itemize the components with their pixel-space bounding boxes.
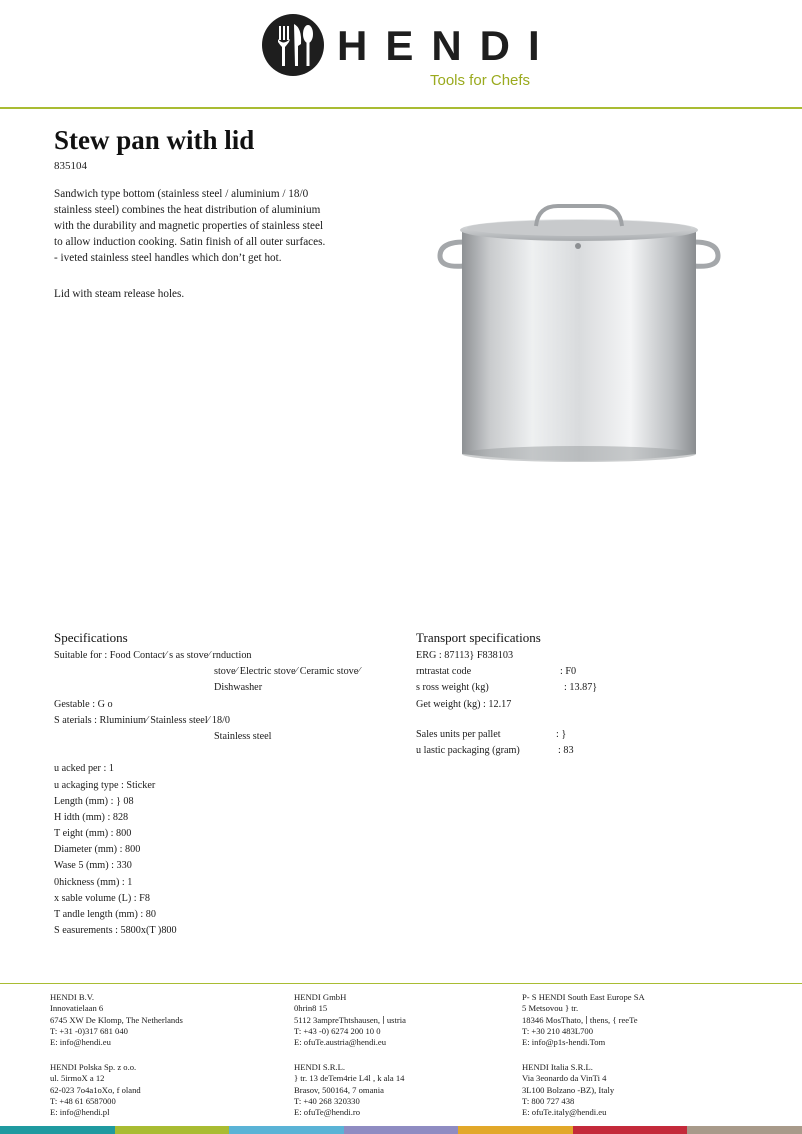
- transport-row: [416, 648, 756, 664]
- spec-row: Diameter (mm) : 800: [54, 844, 141, 856]
- transport-row: [416, 664, 756, 680]
- office-phone: T: 800 727 438: [522, 1095, 575, 1106]
- office-email: E: ofuTe.austria@hendi.eu: [294, 1037, 387, 1048]
- office-phone: T: +43 -0) 6274 200 10 0: [294, 1025, 381, 1036]
- office-line: ul. 5irmoX a 12: [50, 1073, 105, 1084]
- transport-label: ERG : 87113} F838103: [416, 650, 514, 661]
- transport-label: Sales units per pallet: [416, 728, 501, 740]
- footer-color-bar: [0, 1126, 802, 1134]
- brand-tagline: Tools for Chefs: [430, 72, 531, 89]
- page-title: Stew pan with lid: [54, 125, 255, 155]
- spec-row: S easurements : 5800x(T )800: [54, 925, 177, 937]
- office-line: 62-023 7o4a1oXo, f oland: [50, 1084, 141, 1095]
- spec-row-spacer: [54, 745, 394, 761]
- office-address: [294, 992, 524, 1048]
- color-bar-segment: [573, 1126, 688, 1134]
- specifications-heading: Specifications: [54, 630, 128, 645]
- office-address: [50, 992, 280, 1048]
- office-phone: T: +31 -0)317 681 040: [50, 1025, 128, 1036]
- color-bar-segment: [229, 1126, 344, 1134]
- specifications-list: [54, 648, 394, 939]
- office-name: HENDI S.R.L.: [294, 1062, 346, 1072]
- spec-row: S aterials : Rluminium⁄ Stainless steel⁄ 18/0: [54, 714, 231, 726]
- office-email: E: ofuTe@hendi.ro: [294, 1107, 361, 1118]
- office-line: } tr. 13 deTem4rie L4l , k ala 14: [294, 1073, 405, 1084]
- office-line: 5112 3ampreThtshausen, ∣ ustria: [294, 1014, 406, 1025]
- office-line: Innovatielaan 6: [50, 1003, 104, 1014]
- color-bar-segment: [458, 1126, 573, 1134]
- spec-row: Length (mm) : } 08: [54, 795, 134, 807]
- description-line: Sandwich type bottom (stainless steel / aluminium / 18/0: [54, 188, 309, 200]
- product-description: [54, 186, 364, 300]
- office-address: [522, 992, 752, 1048]
- office-email: E: info@p1s-hendi.Tom: [522, 1037, 606, 1048]
- office-name: P- S HENDI South East Europe SA: [522, 992, 645, 1002]
- spec-row: H idth (mm) : 828: [54, 811, 129, 823]
- transport-label: rntrastat code: [416, 666, 472, 678]
- office-line: 18346 MosThato, ∣ thens, { reeTe: [522, 1014, 638, 1025]
- office-email: E: ofuTe.italy@hendi.eu: [522, 1107, 607, 1118]
- spec-row: Dishwasher: [214, 682, 263, 694]
- transport-value: : F0: [560, 666, 577, 678]
- transport-label: u lastic packaging (gram): [416, 744, 520, 756]
- office-line: Via 3eonardo da VinTi 4: [522, 1073, 607, 1084]
- spec-row: T eight (mm) : 800: [54, 828, 132, 840]
- transport-value: : 13.87}: [564, 682, 598, 694]
- office-address: [294, 1062, 524, 1118]
- transport-value: : }: [556, 728, 567, 740]
- page-header: [0, 0, 802, 110]
- office-line: 3L100 Bolzano -BZ), Italy: [522, 1084, 615, 1095]
- office-phone: T: +30 210 483L700: [522, 1025, 594, 1036]
- office-name: HENDI GmbH: [294, 992, 347, 1002]
- office-email: E: info@hendi.eu: [50, 1037, 111, 1048]
- color-bar-segment: [115, 1126, 230, 1134]
- spec-row: stove⁄ Electric stove⁄ Ceramic stove⁄: [214, 666, 360, 678]
- spec-row: Gestable : G o: [54, 698, 113, 710]
- office-phone: T: +40 268 320330: [294, 1095, 360, 1106]
- transport-list: [416, 648, 756, 759]
- description-line: with the durability and magnetic properties of stainless steel: [54, 220, 324, 232]
- office-line: 0hrin8 15: [294, 1003, 328, 1014]
- office-name: HENDI Italia S.R.L.: [522, 1062, 593, 1072]
- office-address: [522, 1062, 752, 1118]
- brand-name: HENDI: [337, 22, 558, 69]
- stew-pan-image: [418, 190, 760, 490]
- transport-row: [416, 697, 756, 713]
- spec-row: Wase 5 (mm) : 330: [54, 860, 132, 872]
- hendi-logo-icon: [262, 14, 324, 76]
- transport-value: : 83: [558, 744, 574, 756]
- office-name: HENDI Polska Sp. z o.o.: [50, 1062, 137, 1072]
- product-sku: 835104: [54, 160, 87, 172]
- spec-row: u acked per : 1: [54, 763, 114, 775]
- spec-row: Suitable for : Food Contact⁄ s as stove⁄ rnduction: [54, 650, 252, 661]
- transport-label: s ross weight (kg): [416, 682, 489, 694]
- spec-row: 0hickness (mm) : 1: [54, 876, 133, 888]
- header-divider: [0, 107, 802, 109]
- description-line: stainless steel) combines the heat distribution of aluminium: [54, 204, 321, 216]
- office-line: Brasov, 500164, 7 omania: [294, 1084, 384, 1095]
- footer-divider: [0, 983, 802, 984]
- office-email: E: info@hendi.pl: [50, 1107, 110, 1118]
- transport-row: [416, 727, 756, 743]
- office-name: HENDI B.V.: [50, 992, 95, 1002]
- description-line-lid: Lid with steam release holes.: [54, 288, 185, 300]
- description-line: to allow induction cooking. Satin finish of all outer surfaces.: [54, 236, 326, 248]
- color-bar-segment: [344, 1126, 459, 1134]
- spec-row: T andle length (mm) : 80: [54, 909, 156, 920]
- description-line: - iveted stainless steel handles which don’t get hot.: [54, 252, 282, 264]
- office-line: 6745 XW De Klomp, The Netherlands: [50, 1014, 183, 1025]
- transport-row: [416, 680, 756, 696]
- spec-row: u ackaging type : Sticker: [54, 779, 156, 791]
- transport-row: [416, 743, 756, 759]
- spec-row: x sable volume (L) : F8: [54, 892, 150, 904]
- office-address: [50, 1062, 280, 1118]
- color-bar-segment: [687, 1126, 802, 1134]
- transport-label: Get weight (kg) : 12.17: [416, 698, 512, 710]
- office-phone: T: +48 61 6587000: [50, 1095, 116, 1106]
- color-bar-segment: [0, 1126, 115, 1134]
- transport-heading: Transport specifications: [416, 630, 541, 645]
- office-line: 5 Metsovou } tr.: [522, 1003, 579, 1014]
- spec-row: Stainless steel: [214, 730, 272, 742]
